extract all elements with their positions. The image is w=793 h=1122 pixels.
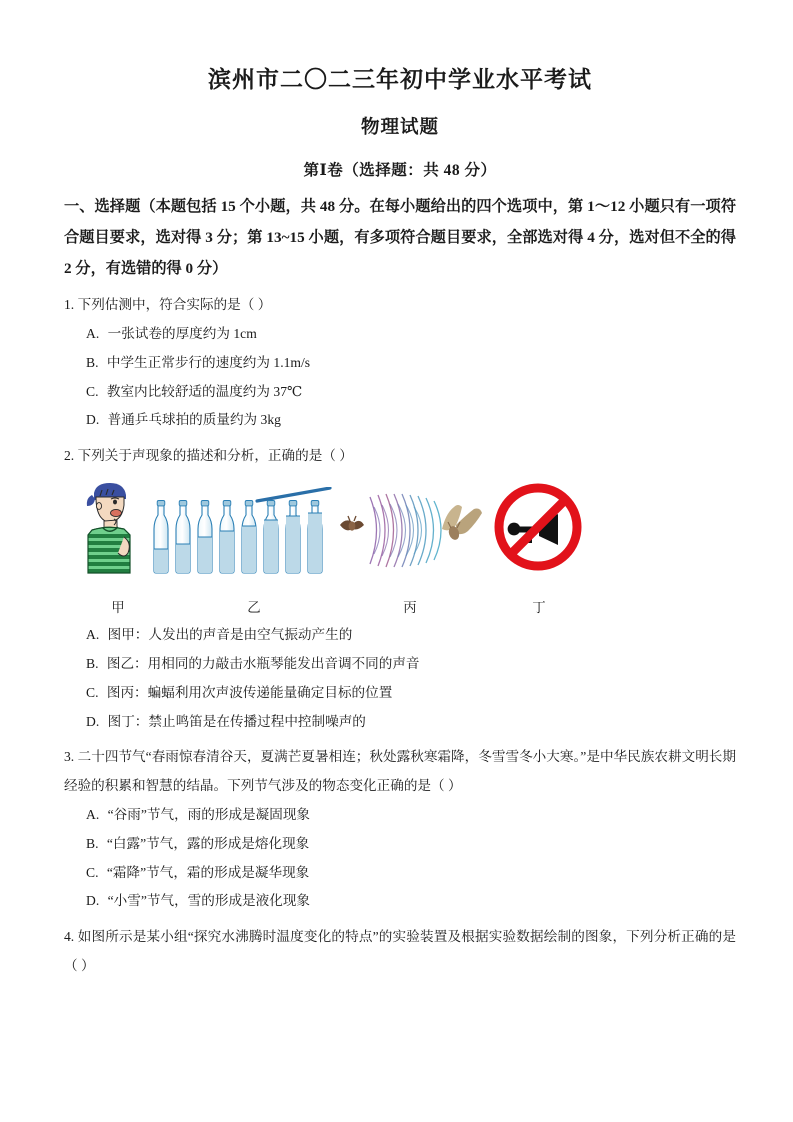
option-text: “白露”节气，露的形成是熔化现象 (106, 835, 310, 851)
option-1-D[interactable] (64, 406, 736, 435)
section-heading: 第Ⅰ卷（选择题：共 48 分） (303, 161, 497, 179)
option-1-B[interactable] (64, 349, 736, 378)
person-singing-icon (74, 479, 144, 575)
question-stem-1 (64, 291, 736, 320)
option-letter: C. (86, 864, 99, 880)
option-letter: B. (86, 655, 99, 671)
option-text: 图甲：人发出的声音是由空气振动产生的 (107, 627, 353, 643)
option-2-B[interactable] (64, 650, 736, 679)
question-stem-3 (64, 743, 736, 801)
option-1-A[interactable] (64, 320, 736, 349)
water-bottle-xylophone-icon (152, 487, 332, 575)
page-title: 滨州市二〇二三年初中学业水平考试 (208, 67, 592, 92)
instructions-paragraph: 一、选择题（本题包括 15 个小题，共 48 分。在每小题给出的四个选项中，第 1～12 小题只有一项符合题目要求，选对得 3 分；第 13~15 小题，有多项符合题目要求，全部选对得 4 分，选对但不全的得 2 分，有选错的得 0 分） (64, 197, 736, 278)
option-text: 图丙：蝙蝠利用次声波传递能量确定目标的位置 (106, 684, 393, 700)
no-horn-sign-icon (492, 481, 584, 573)
question-text-1: 下列估测中，符合实际的是（ ） (77, 297, 272, 313)
option-letter: D. (86, 893, 100, 909)
page-subtitle: 物理试题 (360, 117, 439, 138)
option-1-C[interactable] (64, 378, 736, 407)
option-2-C[interactable] (64, 679, 736, 708)
option-text: 一张试卷的厚度约为 1cm (107, 326, 257, 342)
question-number-2: 2. (64, 448, 75, 464)
option-text: 图丁：禁止鸣笛是在传播过程中控制噪声的 (107, 713, 366, 729)
option-letter: D. (86, 713, 100, 729)
option-2-D[interactable] (64, 708, 736, 737)
figure-labels (64, 597, 736, 621)
option-letter: C. (86, 383, 99, 399)
option-letter: C. (86, 684, 99, 700)
figure-label-jia: 甲 (111, 600, 125, 616)
option-3-A[interactable] (64, 801, 736, 830)
question-number-1: 1. (64, 297, 75, 313)
bats-ultrasound-icon (336, 483, 486, 578)
option-letter: B. (86, 835, 99, 851)
option-text: “谷雨”节气，雨的形成是凝固现象 (107, 806, 311, 822)
option-letter: B. (86, 354, 99, 370)
question-2-figure (64, 477, 736, 597)
option-3-C[interactable] (64, 859, 736, 888)
option-text: 图乙：用相同的力敲击水瓶琴能发出音调不同的声音 (106, 655, 420, 671)
option-letter: D. (86, 412, 100, 428)
option-3-D[interactable] (64, 887, 736, 916)
option-letter: A. (86, 627, 100, 643)
question-text-4: 如图所示是某小组“探究水沸腾时温度变化的特点”的实验装置及根据实验数据绘制的图象，下列分析正确的是（ ） (64, 929, 736, 974)
option-text: “小雪”节气，雪的形成是液化现象 (107, 893, 311, 909)
option-text: 教室内比较舒适的温度约为 37℃ (106, 383, 303, 399)
option-letter: A. (86, 326, 100, 342)
question-stem-4 (64, 923, 736, 981)
option-2-A[interactable] (64, 621, 736, 650)
question-text-3: 二十四节气“春雨惊春清谷天，夏满芒夏暑相连；秋处露秋寒霜降，冬雪雪冬小大寒。”是中华民族农耕文明长期经验的积累和智慧的结晶。下列节气涉及的物态变化正确的是（ ） (64, 749, 737, 794)
question-text-2: 下列关于声现象的描述和分析，正确的是（ ） (77, 448, 353, 464)
question-stem-2 (64, 442, 736, 471)
question-number-4: 4. (64, 929, 75, 945)
page-content (64, 0, 736, 981)
figure-label-yi: 乙 (247, 600, 261, 616)
figure-label-ding: 丁 (532, 600, 546, 616)
option-text: 中学生正常步行的速度约为 1.1m/s (106, 354, 311, 370)
option-text: 普通乒乓球拍的质量约为 3kg (107, 412, 281, 428)
option-text: “霜降”节气，霜的形成是凝华现象 (106, 864, 310, 880)
question-number-3: 3. (64, 749, 75, 765)
option-3-B[interactable] (64, 830, 736, 859)
option-letter: A. (86, 806, 100, 822)
figure-label-bing: 丙 (403, 600, 417, 616)
